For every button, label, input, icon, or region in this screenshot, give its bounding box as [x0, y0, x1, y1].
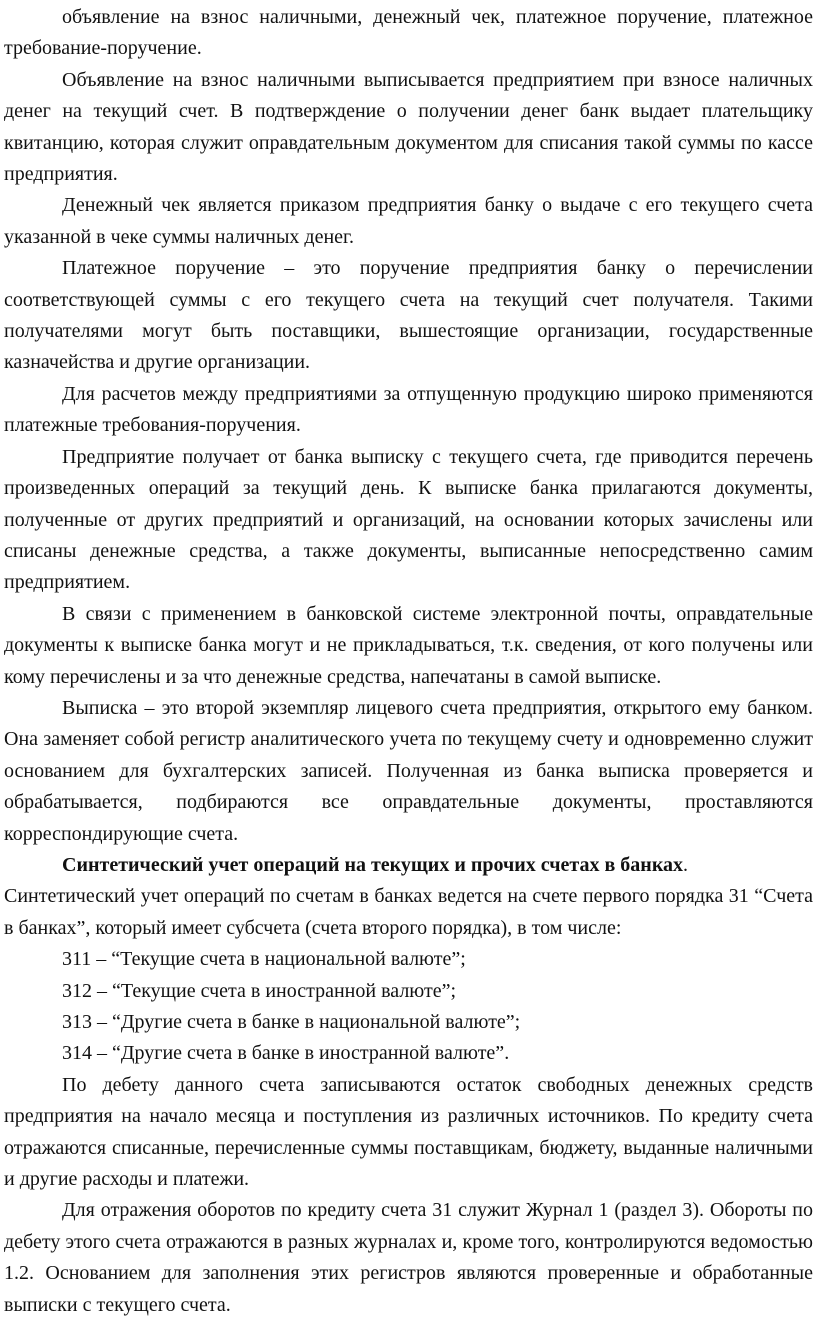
paragraph-continuation: объявление на взнос наличными, денежный чек, платежное поручение, платежное требование-поручение.	[4, 6, 813, 60]
paragraph-bank-statement: Предприятие получает от банка выписку с текущего счета, где приводится перечень произведенных операций за текущий день. К выписке банка прилагаются документы, полученные от других предприятий и организаций, на основании которых зачислены или списаны денежные средства, а также документы, выписанные непосредственно самим предприятием.	[4, 445, 813, 594]
section-intro: Синтетический учет операций по счетам в банках ведется на счете первого порядка 31 “Счета в банках”, который имеет субсчета (счета второго порядка), в том числе:	[4, 885, 813, 939]
subaccount-item-313: 313 – “Другие счета в банке в национальной валюте”;	[62, 1011, 521, 1033]
paragraph-electronic-mail: В связи с применением в банковской системе электронной почты, оправдательные документы к выписке банка могут и не прикладываться, т.к. сведения, от кого получены или кому перечислены и за что денежные средства, напечатаны в самой выписке.	[4, 602, 813, 688]
paragraph-payment-requests: Для расчетов между предприятиями за отпущенную продукцию широко применяются платежные требования-поручения.	[4, 382, 813, 437]
document-body	[4, 2, 813, 1321]
paragraph-debit-credit: По дебету данного счета записываются остаток свободных денежных средств предприятия на начало месяца и поступления из различных источников. По кредиту счета отражаются списанные, перечисленные суммы поставщикам, бюджету, выданные наличными и другие расходы и платежи.	[4, 1073, 813, 1191]
section-heading-paragraph	[4, 850, 813, 881]
subaccount-item-312: 312 – “Текущие счета в иностранной валюте”;	[62, 979, 457, 1002]
subaccount-item-314: 314 – “Другие счета в банке в иностранной валюте”.	[62, 1042, 510, 1065]
paragraph-cash-deposit-notice: Объявление на взнос наличными выписывается предприятием при взносе наличных денег на текущий счет. В подтверждение о получении денег банк выдает плательщику квитанцию, которая служит оправдательным документом для списания такой суммы по кассе предприятия.	[4, 68, 813, 186]
paragraph-cash-check: Денежный чек является приказом предприятия банку о выдаче с его текущего счета указанной в чеке суммы наличных денег.	[4, 194, 813, 248]
paragraph-payment-order: Платежное поручение – это поручение предприятия банку о перечислении соответствующей суммы с его текущего счета на текущий счет получателя. Такими получателями могут быть поставщики, вышестоящие организации, государственные казначейства и другие организации.	[4, 257, 813, 374]
section-heading-punct: .	[683, 853, 689, 876]
document-page	[0, 2, 816, 1316]
paragraph-statement-copy: Выписка – это второй экземпляр лицевого счета предприятия, открытого ему банком. Она заменяет собой регистр аналитического учета по текущему счету и одновременно служит основанием для бухгалтерских записей. Полученная из банка выписка проверяется и обрабатывается, подбираются все оправдательные документы, проставляются корреспондирующие счета.	[4, 696, 813, 845]
section-heading: Синтетический учет операций на текущих и прочих счетах в банках	[62, 853, 684, 876]
subaccount-item-311: 311 – “Текущие счета в национальной валюте”;	[62, 948, 466, 971]
paragraph-journal: Для отражения оборотов по кредиту счета 31 служит Журнал 1 (раздел 3). Обороты по дебету этого счета отражаются в разных журналах и, кроме того, контролируются ведомостью 1.2. Основанием для заполнения этих регистров являются проверенные и обработанные выписки с текущего счета.	[4, 1199, 813, 1316]
